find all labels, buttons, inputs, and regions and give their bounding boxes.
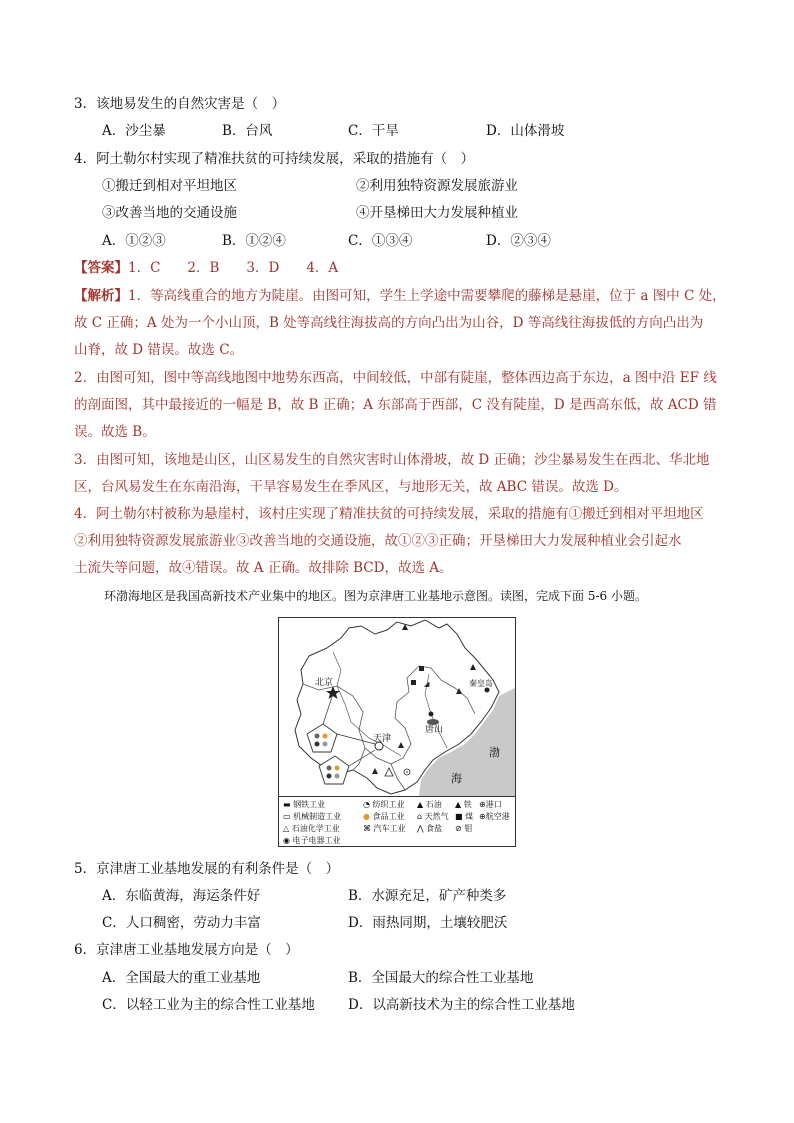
- q4-option-d: D．②③④: [486, 233, 551, 249]
- petrochem-icon: [385, 768, 393, 776]
- beijing-industry-callout: [307, 694, 375, 752]
- q56-intro: 环渤海地区是我国高新技术产业集中的地区。图为京津唐工业基地示意图。读图，完成下面 5-6 小题。: [104, 589, 647, 603]
- label-beijing: 北京: [315, 678, 334, 688]
- analysis-p3-line1: 3．由图可知，该地是山区，山区易发生的自然灾害时山体滑坡，故 D 正确；沙尘暴易发生在西北、华北地: [74, 452, 710, 468]
- q4-item-3: ③改善当地的交通设施: [102, 205, 237, 221]
- analysis-p2-line3: 误。故选 B。: [74, 424, 156, 440]
- q3-option-c: C．干旱: [348, 123, 399, 139]
- tangshan-city-icon: [429, 712, 434, 717]
- analysis-tag: 【解析】: [74, 288, 128, 304]
- q4-stem: 4．阿土勒尔村实现了精准扶贫的可持续发展，采取的措施有（ ）: [74, 151, 475, 167]
- q4-item-2: ②利用独特资源发展旅游业: [356, 178, 518, 194]
- analysis-p1-line3: 山脊，故 D 错误。故选 C。: [74, 342, 244, 358]
- svg-text:◢: ◢: [424, 680, 430, 688]
- bohai-sea: [419, 688, 515, 796]
- legend-petroleum: ▲ 石油: [417, 800, 442, 809]
- analysis-p4-line3: 土流失等问题，故④错误。故 A 正确。故排除 BCD，故选 A。: [74, 560, 453, 576]
- label-qinhuangdao: 秦皇岛: [469, 679, 493, 688]
- answer-line: [74, 259, 338, 277]
- q6-option-a: A．全国最大的重工业基地: [102, 970, 261, 986]
- analysis-text: 1．等高线重合的地方为陡崖。由图可知，学生上学途中需要攀爬的藤梯是悬崖，位于 a 图中 C 处，: [128, 288, 726, 304]
- q5-option-b: B．水源充足，矿产种类多: [348, 888, 507, 904]
- q5-option-c: C．人口稠密，劳动力丰富: [102, 915, 261, 931]
- q4-item-4: ④开垦梯田大力发展种植业: [356, 205, 518, 221]
- q5-option-d: D．雨热同期，土壤较肥沃: [348, 915, 508, 931]
- analysis-p3-line2: 区，台风易发生在东南沿海，干旱容易发生在季风区，与地形无关，故 ABC 错误。故选 D。: [74, 479, 628, 495]
- q4-option-a: A．①②③: [102, 233, 166, 249]
- q3-stem: 3．该地易发生的自然灾害是（ ）: [74, 96, 286, 112]
- legend-port: ⊕港口: [479, 800, 502, 809]
- industrial-base-map: [278, 617, 516, 847]
- analysis-p1-line2: 故 C 正确；A 处为一个小山顶，B 处等高线往海拔高的方向凸出为山谷，D 等高线往海拔低的方向凸出为: [74, 315, 704, 331]
- legend-iron: ▲ 铁: [455, 800, 472, 809]
- q6-option-d: D．以高新技术为主的综合性工业基地: [348, 997, 575, 1013]
- legend-airport: ⊕航空港: [479, 812, 510, 821]
- q5-option-a: A．东临黄海，海运条件好: [102, 888, 261, 904]
- q6-option-c: C．以轻工业为主的综合性工业基地: [102, 997, 315, 1013]
- answer-tag: 【答案】: [74, 260, 128, 276]
- label-hai: 海: [451, 772, 462, 785]
- q3-option-a: A．沙尘暴: [102, 123, 166, 139]
- legend-coal: ■ 煤: [455, 812, 474, 821]
- q5-stem: 5．京津唐工业基地发展的有利条件是（ ）: [74, 861, 340, 877]
- legend-natural-gas: ⌂ 天然气: [417, 812, 449, 821]
- legend-salt: ⋀ 食盐: [417, 824, 443, 833]
- analysis-p4-line2: ②利用独特资源发展旅游业③改善当地的交通设施，故①②③正确；开垦梯田大力发展种植业会引起水: [74, 533, 682, 549]
- coal-icon: [419, 666, 424, 671]
- map-legend: [279, 796, 515, 847]
- q3-option-b: B．台风: [222, 123, 273, 139]
- q4-option-c: C．①③④: [348, 233, 413, 249]
- legend-petrochemical: △ 石油化学工业: [283, 824, 340, 833]
- legend-electronics: ◉ 电子电器工业: [283, 836, 341, 845]
- legend-textile: ◔ 纺织工业: [363, 800, 405, 809]
- q3-option-d: D．山体滑坡: [486, 123, 565, 139]
- tianjin-industry-callout: [319, 750, 375, 784]
- label-tangshan: 唐山: [425, 725, 444, 735]
- legend-food: ● 食品工业: [363, 812, 405, 821]
- analysis-p1-line1: [74, 287, 726, 305]
- answer-text: 1．C 2．B 3．D 4．A: [128, 260, 339, 276]
- analysis-p2-line1: 2．由图可知，图中等高线地图中地势东西高，中间较低，中部有陡崖，整体西边高于东边，a 图中沿 EF 线: [74, 370, 717, 386]
- map-svg: [279, 618, 515, 796]
- label-tianjin: 天津: [373, 734, 392, 744]
- label-bo: 渤: [489, 746, 500, 759]
- legend-machinery: ▭ 机械制造工业: [283, 812, 342, 821]
- q4-option-b: B．①②④: [222, 233, 286, 249]
- analysis-p2-line2: 的剖面图，其中最接近的一幅是 B，故 B 正确；A 东部高于西部，C 没有陡崖，D 是西高东低，故 ACD 错: [74, 397, 717, 413]
- q4-item-1: ①搬迁到相对平坦地区: [102, 178, 237, 194]
- analysis-p4-line1: 4．阿土勒尔村被称为悬崖村，该村庄实现了精准扶贫的可持续发展，采取的措施有①搬迁到相对平坦地区: [74, 506, 704, 522]
- q6-option-b: B．全国最大的综合性工业基地: [348, 970, 534, 986]
- legend-auto: ⌘ 汽车工业: [363, 824, 406, 833]
- legend-steel: ▬ 钢铁工业: [283, 800, 326, 809]
- legend-molybdenum: ⊘ 钼: [455, 824, 473, 833]
- q6-stem: 6．京津唐工业基地发展方向是（ ）: [74, 942, 299, 958]
